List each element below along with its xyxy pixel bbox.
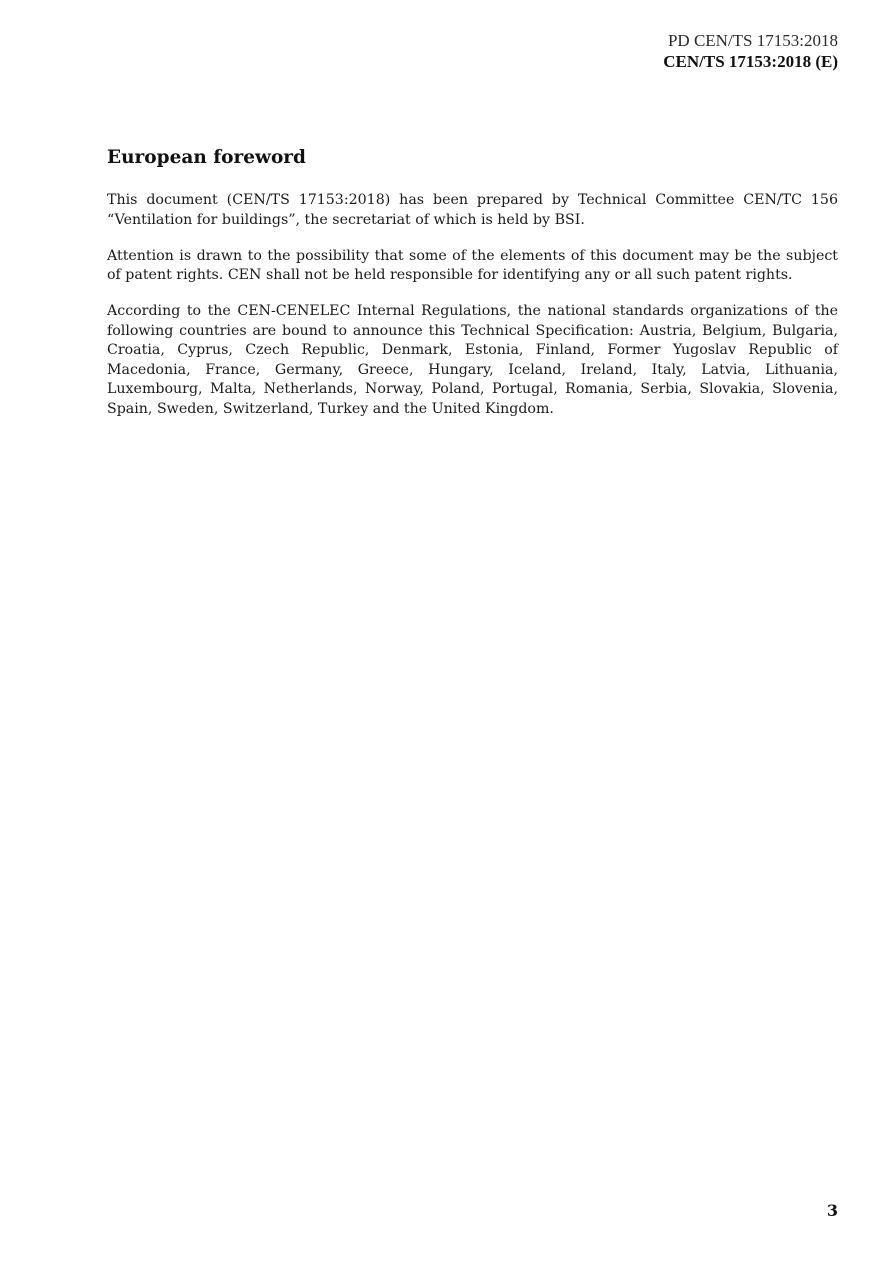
section-title: European foreword: [107, 147, 306, 168]
main-content: [107, 144, 838, 436]
page-header: [663, 30, 838, 72]
header-document-id-english: CEN/TS 17153:2018 (E): [663, 52, 838, 71]
paragraph-national-standards: According to the CEN-CENELEC Internal Regulations, the national standards organizations of the following countries are bound to announce this Technical Specification: Austria, Belgium, Bulgaria, Croatia, Cyprus, Czech Republic, Denmark, Estonia, Finland, Former Yugoslav Republic of Macedonia, France, Germany, Greece, Hungary, Iceland, Ireland, Italy, Latvia, Lithuania, Luxembourg, Malta, Netherlands, Norway, Poland, Portugal, Romania, Serbia, Slovakia, Slovenia, Spain, Sweden, Switzerland, Turkey and the United Kingdom.: [107, 303, 838, 417]
paragraph-patent-rights: Attention is drawn to the possibility that some of the elements of this document may be the subject of patent rights. CEN shall not be held responsible for identifying any or all such patent rights.: [107, 247, 838, 283]
header-document-id: PD CEN/TS 17153:2018: [667, 31, 838, 50]
page-number: 3: [826, 1201, 838, 1220]
paragraph-preparation: This document (CEN/TS 17153:2018) has been prepared by Technical Committee CEN/TC 156 “Ventilation for buildings”, the secretariat of which is held by BSI.: [107, 192, 838, 228]
